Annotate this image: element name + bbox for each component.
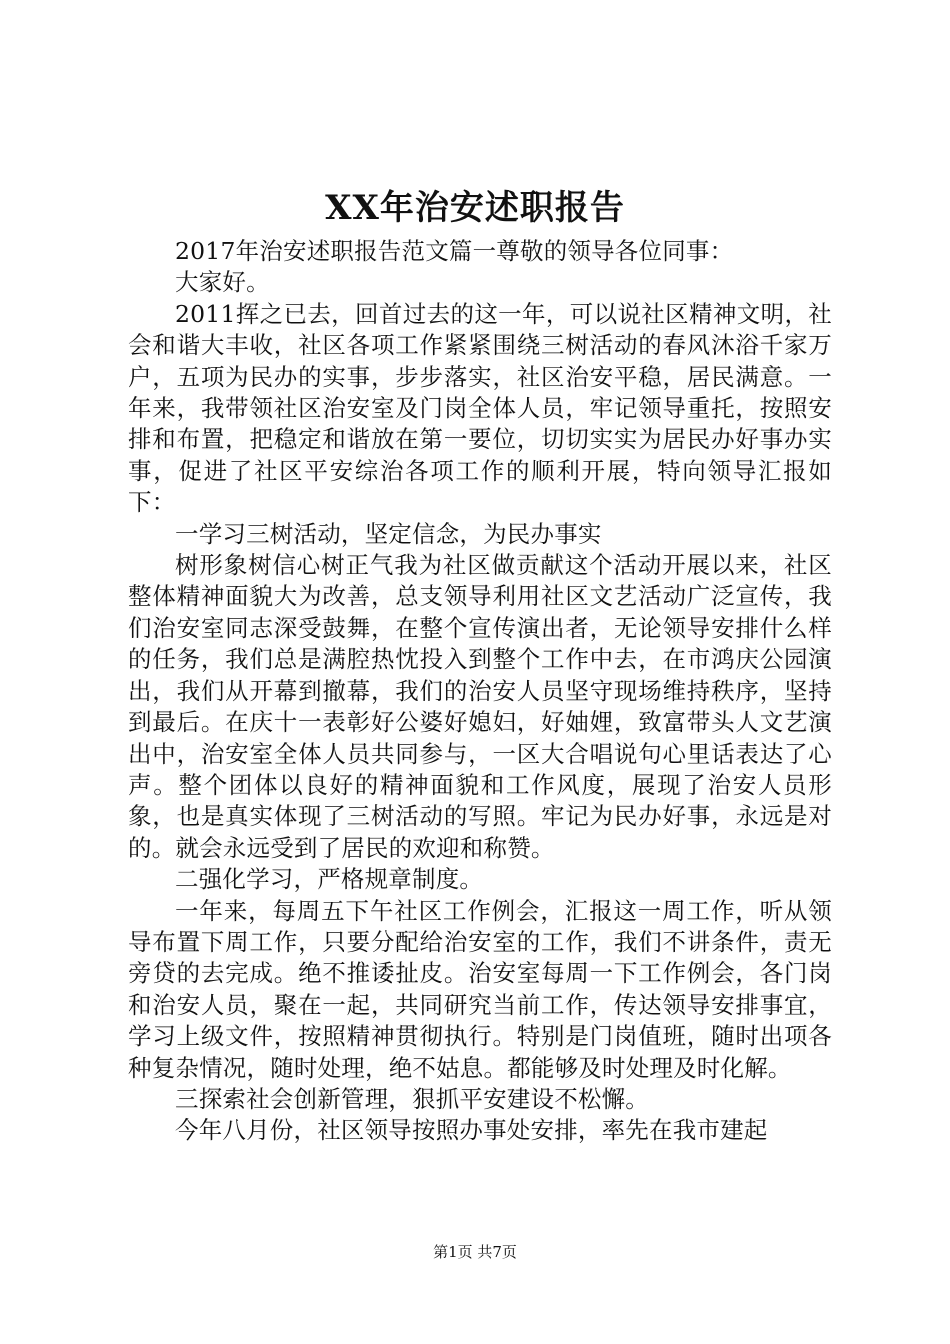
section-heading-3: 三探索社会创新管理，狠抓平安建设不松懈。: [175, 1084, 649, 1113]
page-number-footer: 第1页 共7页: [433, 1243, 517, 1261]
paragraph-section-3: 今年八月份，社区领导按照办事处安排，率先在我市建起: [175, 1116, 768, 1145]
paragraph-intro: 2011挥之已去，回首过去的这一年，可以说社区精神文明，社会和谐大丰收，社区各项工作紧紧围绕三树活动的春风沐浴千家万户，五项为民办的实事，步步落实，社区治安平稳，居民满意。一年来，我带领社区治安室及门岗全体人员，牢记领导重托，按照安排和布置，把稳定和谐放在第一要位，切切实实为居民办好事办实事，促进了社区平安综治各项工作的顺利开展，特向领导汇报如下：: [128, 299, 832, 517]
paragraph-greeting: 大家好。: [175, 268, 270, 297]
document-body: [128, 236, 832, 1147]
paragraph-section-2: 一年来，每周五下午社区工作例会，汇报这一周工作，听从领导布置下周工作，只要分配给治安室的工作，我们不讲条件，责无旁贷的去完成。绝不推诿扯皮。治安室每周一下工作例会，各门岗和治安人员，聚在一起，共同研究当前工作，传达领导安排事宜，学习上级文件，按照精神贯彻执行。特别是门岗值班，随时出项各种复杂情况，随时处理，绝不姑息。都能够及时处理及时化解。: [128, 896, 832, 1082]
paragraph-greeting-heading: 2017年治安述职报告范文篇一尊敬的领导各位同事：: [175, 237, 734, 265]
document-title: XX年治安述职报告: [325, 188, 625, 228]
section-heading-1: 一学习三树活动，坚定信念，为民办事实: [175, 519, 602, 548]
paragraph-section-1: 树形象树信心树正气我为社区做贡献这个活动开展以来，社区整体精神面貌大为改善，总支领导利用社区文艺活动广泛宣传，我们治安室同志深受鼓舞，在整个宣传演出者，无论领导安排什么样的任务，我们总是满腔热忱投入到整个工作中去，在市鸿庆公园演出，我们从开幕到撤幕，我们的治安人员坚守现场维持秩序，坚持到最后。在庆十一表彰好公婆好媳妇，好妯娌，致富带头人文艺演出中，治安室全体人员共同参与，一区大合唱说句心里话表达了心声。整个团体以良好的精神面貌和工作风度，展现了治安人员形象，也是真实体现了三树活动的写照。牢记为民办好事，永远是对的。就会永远受到了居民的欢迎和称赞。: [128, 551, 832, 862]
section-heading-2: 二强化学习，严格规章制度。: [175, 865, 484, 894]
